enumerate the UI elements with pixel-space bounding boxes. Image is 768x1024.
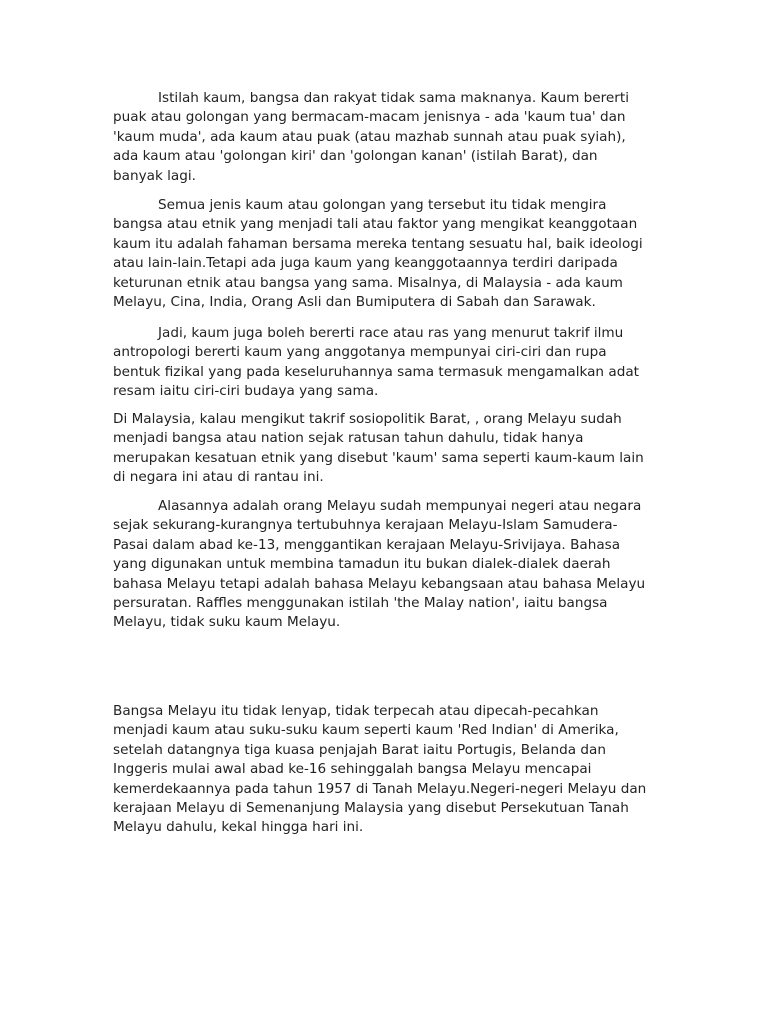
text-line: Melayu dahulu, kekal hingga hari ini. bbox=[113, 819, 364, 836]
text-line: puak atau golongan yang bermacam-macam jenisnya - ada 'kaum tua' dan bbox=[113, 109, 626, 126]
text-line: Inggeris mulai awal abad ke-16 sehinggalah bangsa Melayu mencapai bbox=[113, 761, 592, 778]
text-line: resam iaitu ciri-ciri budaya yang sama. bbox=[113, 383, 379, 400]
text-line: bentuk fizikal yang pada keseluruhannya sama termasuk mengamalkan adat bbox=[113, 363, 639, 380]
text-line: yang digunakan untuk membina tamadun itu bukan dialek-dialek daerah bbox=[113, 556, 611, 573]
text-line: Di Malaysia, kalau mengikut takrif sosiopolitik Barat, , orang Melayu sudah bbox=[113, 411, 622, 427]
text-line: kemerdekaannya pada tahun 1957 di Tanah Melayu.Negeri-negeri Melayu dan bbox=[113, 780, 647, 797]
text-line: keturunan etnik atau bangsa yang sama. Misalnya, di Malaysia - ada kaum bbox=[113, 274, 623, 291]
text-line: kerajaan Melayu di Semenanjung Malaysia yang disebut Persekutuan Tanah bbox=[113, 800, 629, 817]
text-line: ada kaum atau 'golongan kiri' dan 'golongan kanan' (istilah Barat), dan bbox=[113, 148, 598, 165]
text-line: kaum itu adalah fahaman bersama mereka tentang sesuatu hal, baik ideologi bbox=[113, 235, 643, 252]
text-line: Melayu, tidak suku kaum Melayu. bbox=[113, 614, 341, 631]
text-line: antropologi bererti kaum yang anggotanya mempunyai ciri-ciri dan rupa bbox=[113, 344, 607, 361]
text-line: Semua jenis kaum atau golongan yang tersebut itu tidak mengira bbox=[158, 197, 607, 213]
text-line: atau lain-lain.Tetapi ada juga kaum yang keanggotaannya terdiri daripada bbox=[113, 255, 618, 272]
text-line: persuratan. Raffles menggunakan istilah 'the Malay nation', iaitu bangsa bbox=[113, 595, 608, 612]
paragraph-5 bbox=[113, 497, 663, 633]
text-line: Pasai dalam abad ke-13, menggantikan kerajaan Melayu-Srivijaya. Bahasa bbox=[113, 536, 621, 553]
paragraph-6 bbox=[113, 702, 663, 838]
text-line: 'kaum muda', ada kaum atau puak (atau mazhab sunnah atau puak syiah), bbox=[113, 128, 626, 145]
paragraph-1 bbox=[113, 89, 663, 186]
text-line: setelah datangnya tiga kuasa penjajah Barat iaitu Portugis, Belanda dan bbox=[113, 741, 606, 758]
text-line: Jadi, kaum juga boleh bererti race atau ras yang menurut takrif ilmu bbox=[158, 325, 624, 341]
text-line: merupakan kesatuan etnik yang disebut 'kaum' sama seperti kaum-kaum lain bbox=[113, 449, 644, 466]
text-line: menjadi kaum atau suku-suku kaum seperti kaum 'Red Indian' di Amerika, bbox=[113, 722, 619, 739]
text-line: sejak sekurang-kurangnya tertubuhnya kerajaan Melayu-Islam Samudera- bbox=[113, 517, 618, 534]
text-line: bangsa atau etnik yang menjadi tali atau faktor yang mengikat keanggotaan bbox=[113, 216, 638, 233]
text-line: Bangsa Melayu itu tidak lenyap, tidak terpecah atau dipecah-pecahkan bbox=[113, 703, 599, 719]
paragraph-4 bbox=[113, 410, 663, 488]
paragraph-3 bbox=[113, 324, 663, 402]
text-line: bahasa Melayu tetapi adalah bahasa Melayu kebangsaan atau bahasa Melayu bbox=[113, 575, 646, 592]
paragraph-2 bbox=[113, 196, 663, 312]
text-line: Melayu, Cina, India, Orang Asli dan Bumiputera di Sabah dan Sarawak. bbox=[113, 294, 596, 311]
text-line: banyak lagi. bbox=[113, 167, 196, 184]
text-line: di negara ini atau di rantau ini. bbox=[113, 469, 324, 486]
text-line: Alasannya adalah orang Melayu sudah mempunyai negeri atau negara bbox=[158, 498, 642, 514]
text-line: menjadi bangsa atau nation sejak ratusan tahun dahulu, tidak hanya bbox=[113, 430, 584, 447]
text-line: Istilah kaum, bangsa dan rakyat tidak sama maknanya. Kaum bererti bbox=[158, 90, 629, 106]
